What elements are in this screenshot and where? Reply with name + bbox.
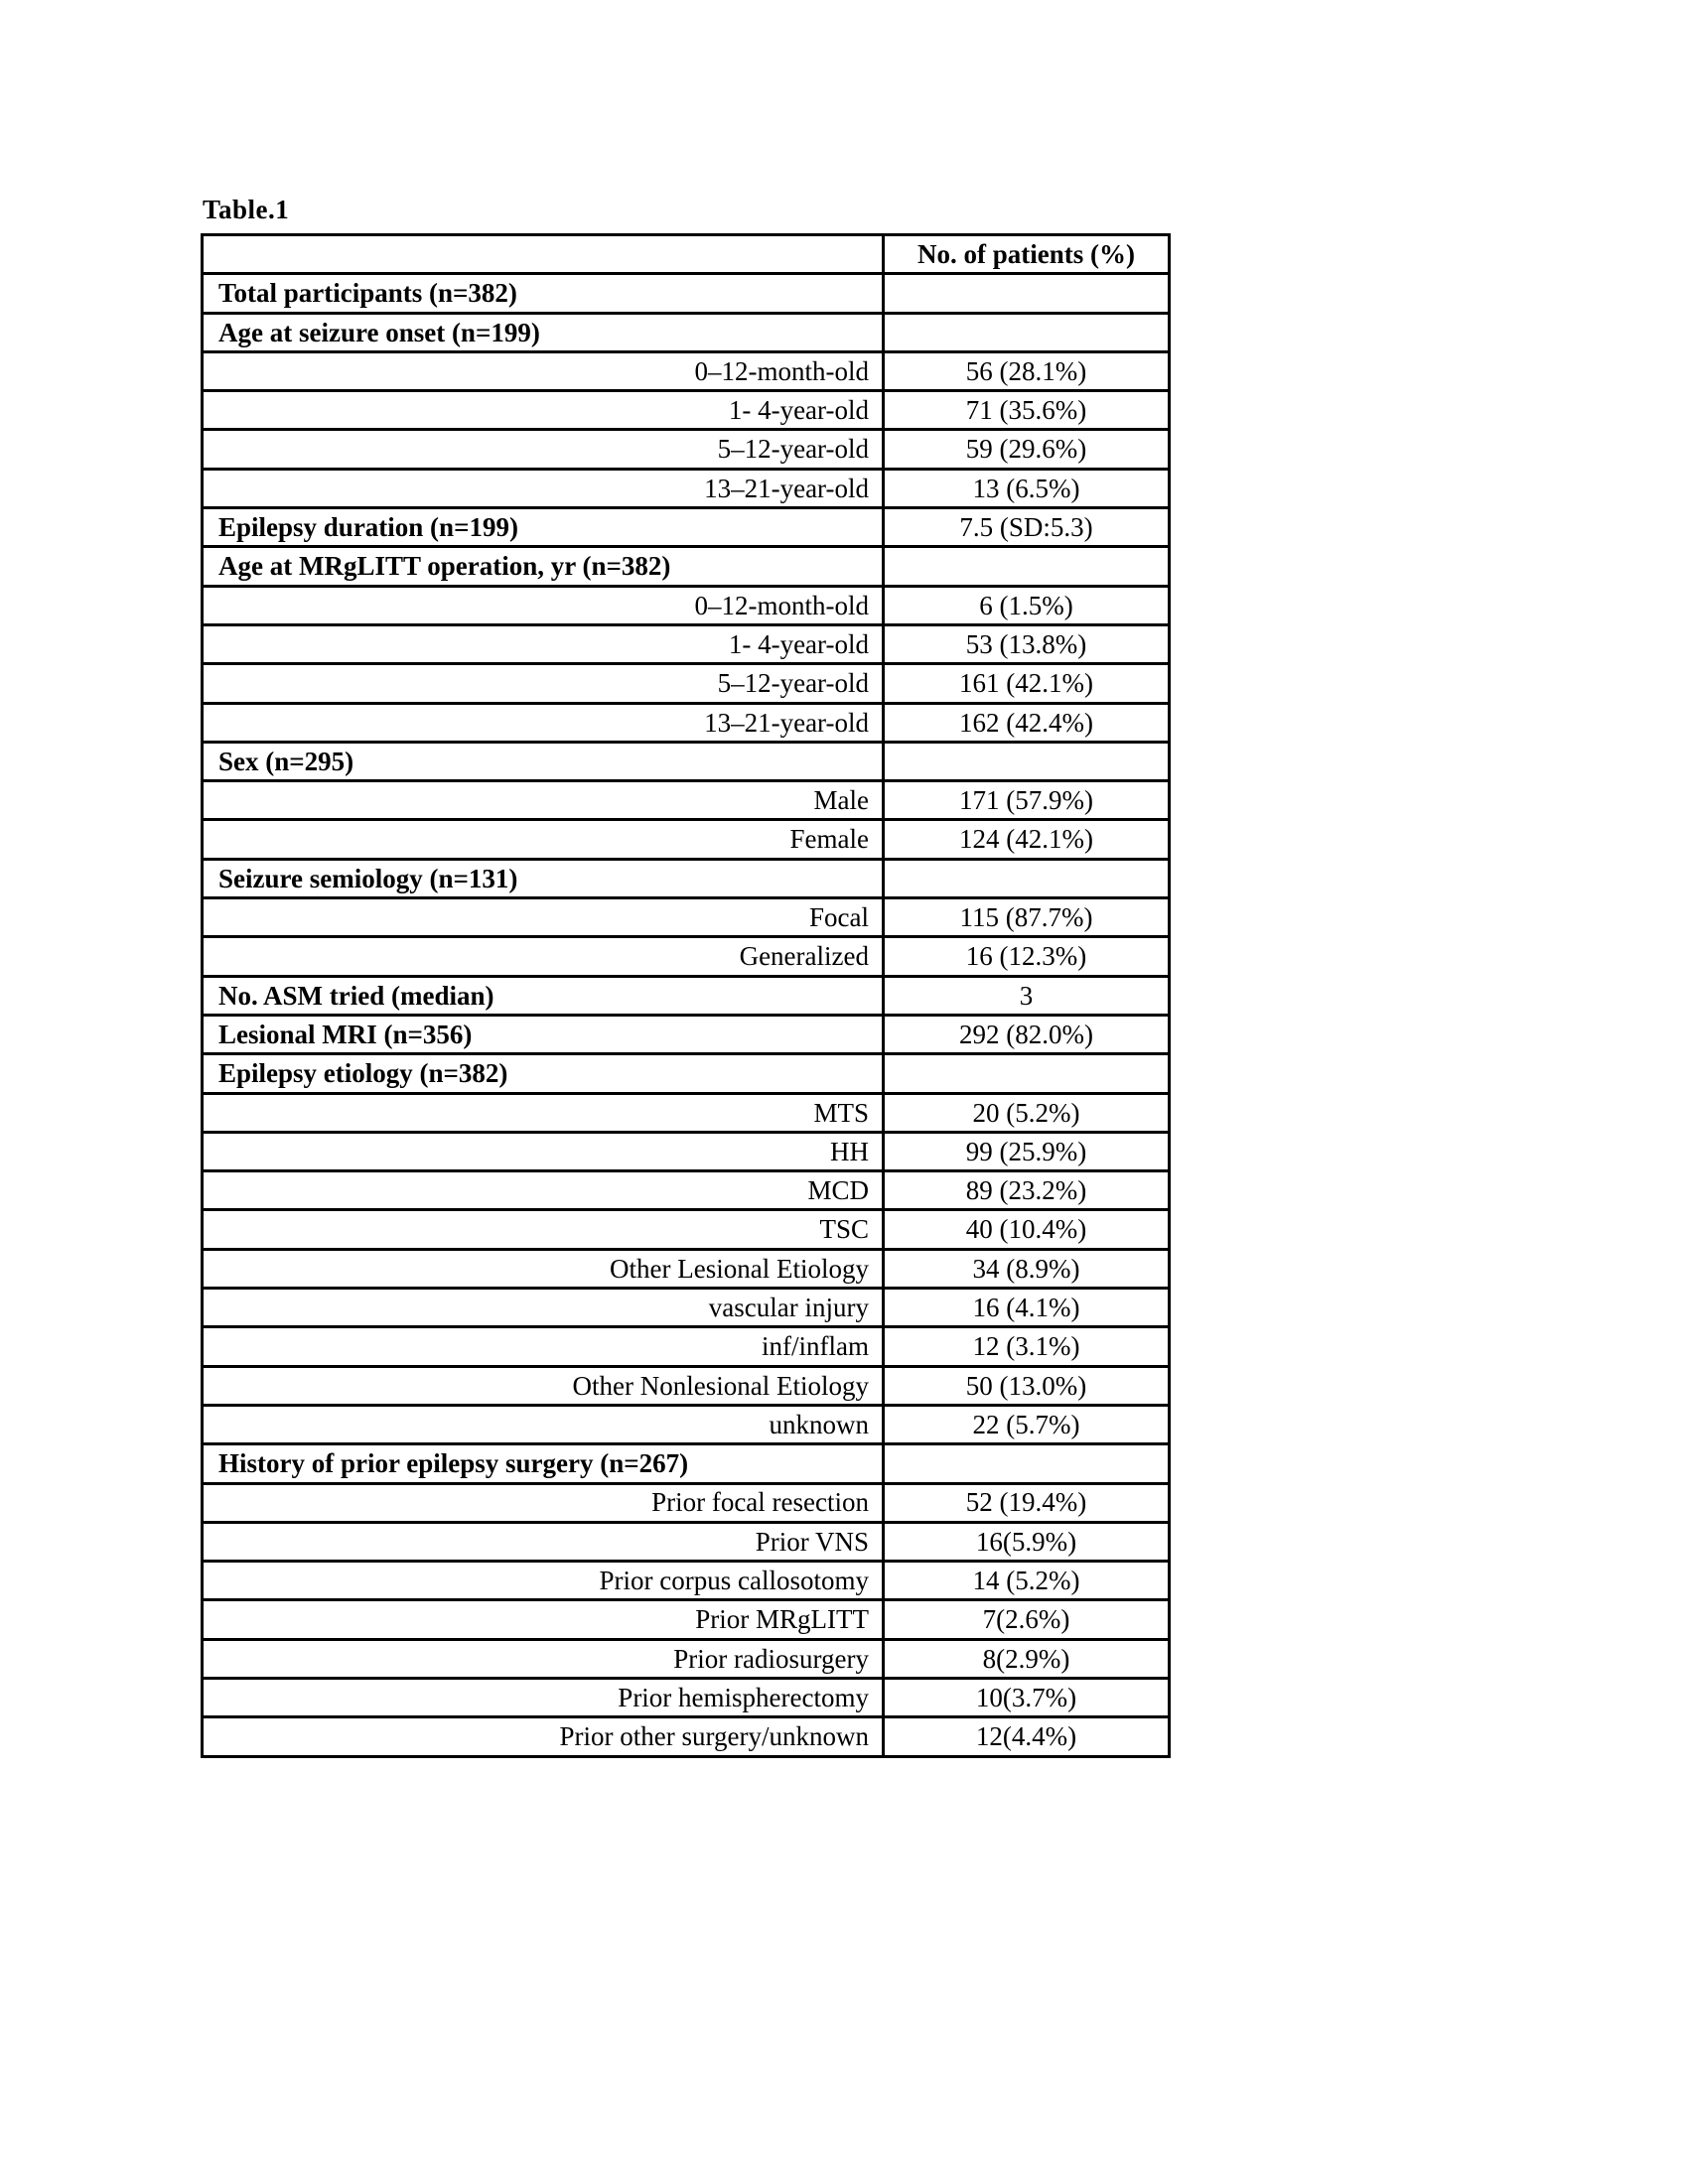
row-label: No. ASM tried (median) [203, 976, 884, 1015]
row-label: Male [203, 781, 884, 820]
row-label: Female [203, 820, 884, 859]
row-label: 13–21-year-old [203, 703, 884, 742]
page-title: Table.1 [203, 195, 290, 224]
row-value: 162 (42.4%) [884, 703, 1170, 742]
row-value [884, 1444, 1170, 1483]
row-value: 16 (12.3%) [884, 937, 1170, 976]
row-value: 59 (29.6%) [884, 430, 1170, 469]
row-value [884, 859, 1170, 897]
row-label: Other Nonlesional Etiology [203, 1366, 884, 1405]
header-patients-label: No. of patients (%) [884, 235, 1170, 274]
row-value: 56 (28.1%) [884, 351, 1170, 390]
row-value: 6 (1.5%) [884, 586, 1170, 624]
row-label: vascular injury [203, 1289, 884, 1327]
table-row [203, 1366, 1170, 1405]
table-row [203, 1405, 1170, 1443]
row-value: 7.5 (SD:5.3) [884, 508, 1170, 547]
table-body [203, 274, 1170, 1756]
table-row [203, 1678, 1170, 1716]
row-value: 16 (4.1%) [884, 1289, 1170, 1327]
row-value: 20 (5.2%) [884, 1093, 1170, 1132]
table-row [203, 274, 1170, 313]
row-value: 12(4.4%) [884, 1717, 1170, 1756]
row-label: 5–12-year-old [203, 664, 884, 703]
row-value: 22 (5.7%) [884, 1405, 1170, 1443]
table-row [203, 351, 1170, 390]
row-label: 0–12-month-old [203, 351, 884, 390]
row-value [884, 547, 1170, 586]
row-value: 124 (42.1%) [884, 820, 1170, 859]
row-label: Prior MRgLITT [203, 1600, 884, 1639]
row-value: 99 (25.9%) [884, 1132, 1170, 1170]
table-row [203, 1327, 1170, 1366]
row-label: Prior radiosurgery [203, 1639, 884, 1678]
table-row [203, 859, 1170, 897]
row-value: 8(2.9%) [884, 1639, 1170, 1678]
row-label: Prior corpus callosotomy [203, 1562, 884, 1600]
table-row [203, 742, 1170, 780]
row-value: 34 (8.9%) [884, 1249, 1170, 1288]
row-label: MTS [203, 1093, 884, 1132]
row-label: History of prior epilepsy surgery (n=267) [203, 1444, 884, 1483]
row-value: 71 (35.6%) [884, 391, 1170, 430]
table-row [203, 1522, 1170, 1561]
row-label: Prior other surgery/unknown [203, 1717, 884, 1756]
row-label: Prior hemispherectomy [203, 1678, 884, 1716]
row-label: Generalized [203, 937, 884, 976]
row-value: 16(5.9%) [884, 1522, 1170, 1561]
row-value [884, 274, 1170, 313]
row-value [884, 313, 1170, 351]
table-row [203, 469, 1170, 507]
table-row [203, 1289, 1170, 1327]
table-row [203, 1639, 1170, 1678]
table-row [203, 820, 1170, 859]
table-row [203, 781, 1170, 820]
table-row [203, 1093, 1170, 1132]
row-label: Sex (n=295) [203, 742, 884, 780]
table-row [203, 1054, 1170, 1093]
row-value: 10(3.7%) [884, 1678, 1170, 1716]
table-row [203, 976, 1170, 1015]
row-value: 89 (23.2%) [884, 1171, 1170, 1210]
row-label: Focal [203, 898, 884, 937]
row-label: HH [203, 1132, 884, 1170]
row-label: 5–12-year-old [203, 430, 884, 469]
row-label: 13–21-year-old [203, 469, 884, 507]
row-value: 161 (42.1%) [884, 664, 1170, 703]
table-row [203, 1015, 1170, 1053]
table-row [203, 1562, 1170, 1600]
row-label: 1- 4-year-old [203, 624, 884, 663]
row-label: Seizure semiology (n=131) [203, 859, 884, 897]
table-row [203, 1717, 1170, 1756]
row-label: Prior focal resection [203, 1483, 884, 1522]
header-empty-cell [203, 235, 884, 274]
table-row [203, 1249, 1170, 1288]
table-row [203, 508, 1170, 547]
row-label: Age at MRgLITT operation, yr (n=382) [203, 547, 884, 586]
table-row [203, 937, 1170, 976]
row-value [884, 1054, 1170, 1093]
table-row [203, 391, 1170, 430]
table-row [203, 703, 1170, 742]
row-label: Other Lesional Etiology [203, 1249, 884, 1288]
row-label: Prior VNS [203, 1522, 884, 1561]
table-row [203, 1210, 1170, 1249]
table-row [203, 1483, 1170, 1522]
row-value: 171 (57.9%) [884, 781, 1170, 820]
row-value: 292 (82.0%) [884, 1015, 1170, 1053]
table-row [203, 624, 1170, 663]
row-value: 7(2.6%) [884, 1600, 1170, 1639]
row-value: 40 (10.4%) [884, 1210, 1170, 1249]
row-value: 52 (19.4%) [884, 1483, 1170, 1522]
row-label: Age at seizure onset (n=199) [203, 313, 884, 351]
table-row [203, 1132, 1170, 1170]
row-value [884, 742, 1170, 780]
table-row [203, 547, 1170, 586]
table-row [203, 430, 1170, 469]
row-label: MCD [203, 1171, 884, 1210]
row-label: Total participants (n=382) [203, 274, 884, 313]
row-value: 53 (13.8%) [884, 624, 1170, 663]
row-label: Epilepsy duration (n=199) [203, 508, 884, 547]
row-value: 13 (6.5%) [884, 469, 1170, 507]
table-row [203, 898, 1170, 937]
row-value: 115 (87.7%) [884, 898, 1170, 937]
row-label: inf/inflam [203, 1327, 884, 1366]
row-label: unknown [203, 1405, 884, 1443]
table-row [203, 1444, 1170, 1483]
table-row [203, 664, 1170, 703]
row-label: Epilepsy etiology (n=382) [203, 1054, 884, 1093]
row-label: 1- 4-year-old [203, 391, 884, 430]
row-label: TSC [203, 1210, 884, 1249]
table-row [203, 1600, 1170, 1639]
row-label: Lesional MRI (n=356) [203, 1015, 884, 1053]
row-value: 3 [884, 976, 1170, 1015]
table-row [203, 586, 1170, 624]
patients-table [201, 233, 1171, 1758]
row-value: 50 (13.0%) [884, 1366, 1170, 1405]
row-value: 14 (5.2%) [884, 1562, 1170, 1600]
table-row [203, 313, 1170, 351]
row-label: 0–12-month-old [203, 586, 884, 624]
row-value: 12 (3.1%) [884, 1327, 1170, 1366]
header-row [203, 235, 1170, 274]
table-row [203, 1171, 1170, 1210]
